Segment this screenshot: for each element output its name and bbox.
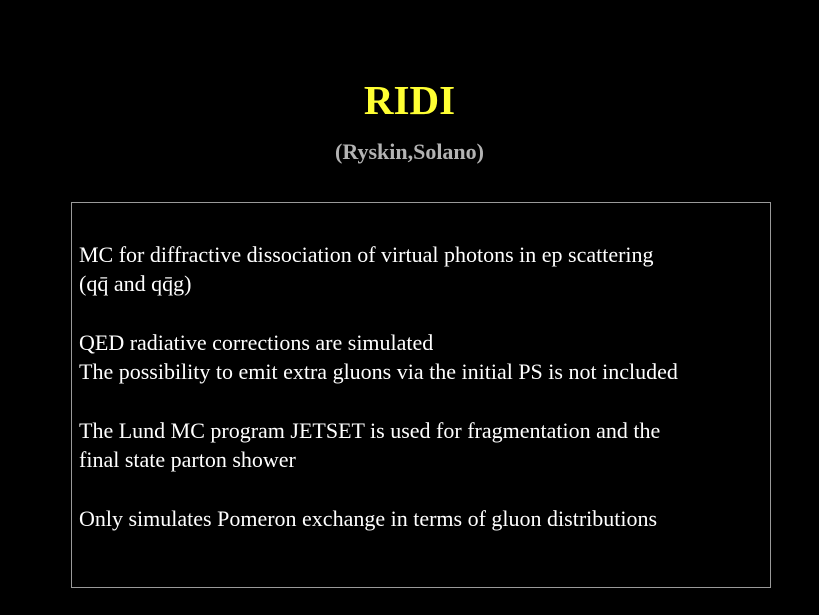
paragraph-qed-corrections [79,328,769,386]
paragraph-line: QED radiative corrections are simulated [79,330,434,355]
paragraph-line: Only simulates Pomeron exchange in terms of gluon distributions [79,506,658,531]
paragraph-line: The Lund MC program JETSET is used for fragmentation and the [79,418,661,443]
paragraph-line: The possibility to emit extra gluons via the initial PS is not included [79,359,678,384]
paragraph-line: final state parton shower [79,447,296,472]
paragraph-pomeron [79,504,769,533]
content-box [71,202,771,588]
paragraph-line: MC for diffractive dissociation of virtual photons in ep scattering [79,242,654,267]
slide-subtitle: (Ryskin,Solano) [335,139,484,164]
slide-title: RIDI [363,77,456,123]
paragraph-line: (qq̄ and qq̄g) [79,271,192,296]
paragraph-jetset [79,416,769,474]
paragraph-mc-description [79,240,769,298]
